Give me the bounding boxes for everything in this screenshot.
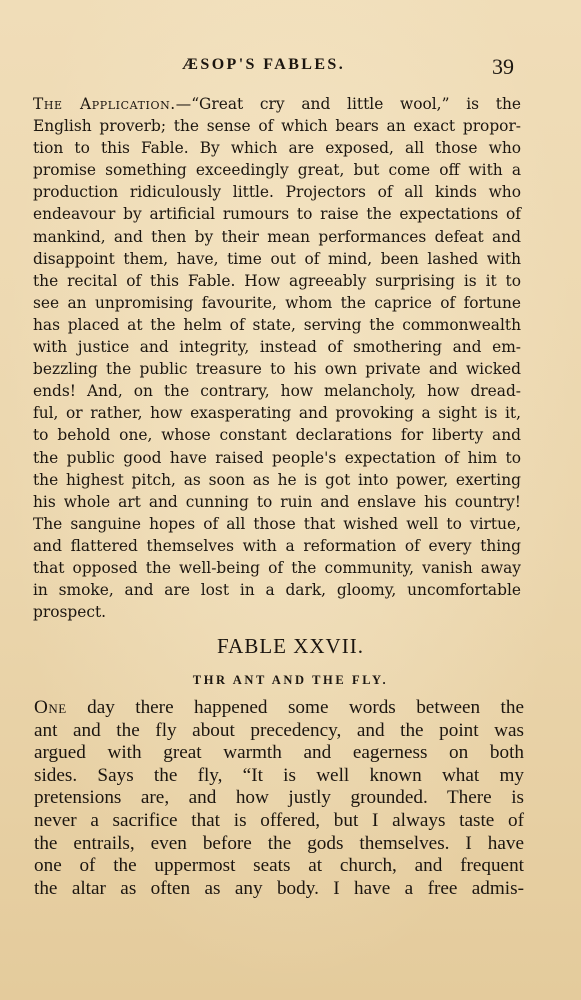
fable-line: one of the uppermost seats at church, and frequent [34, 855, 524, 877]
application-line: promise something exceedingly great, but come off with a [33, 161, 521, 180]
fable-line: One day there happened some words between the [34, 697, 524, 718]
fable-number-heading: FABLE XXVII. [217, 634, 364, 658]
application-line: to behold one, whose constant declarations for liberty and [33, 426, 521, 445]
application-line: ful, or rather, how exasperating and provoking a sight is it, [33, 404, 521, 423]
application-line: that opposed the well-being of the community, vanish away [33, 558, 521, 577]
application-line: the recital of this Fable. How agreeably surprising is it to [33, 271, 521, 290]
fable-line: argued with great warmth and eagerness on both [34, 742, 524, 764]
application-line: The Application.—“Great cry and little wool,” is the [33, 95, 521, 113]
fable-line: the entrails, even before the gods themselves. I have [34, 832, 524, 854]
application-line: production ridiculously little. Projectors of all kinds who [33, 183, 521, 202]
fable-line: ant and the fly about precedency, and the point was [34, 719, 524, 741]
application-line: with justice and integrity, instead of smothering and em- [33, 338, 521, 357]
application-line: prospect. [33, 603, 107, 622]
fable-text [34, 697, 524, 900]
fable-line: never a sacrifice that is offered, but I always taste of [34, 809, 524, 831]
application-line: tion to this Fable. By which are exposed, all those who [33, 139, 521, 158]
page-number: 39 [492, 54, 514, 79]
fable-title: THR ANT AND THE FLY. [192, 673, 389, 687]
application-line: and flattered themselves with a reformation of every thing [33, 536, 521, 555]
fable-line: pretensions are, and how justly grounded. There is [34, 787, 524, 809]
application-label: The Application. [33, 95, 176, 113]
application-paragraph [33, 93, 521, 623]
application-line: bezzling the public treasure to his own private and wicked [33, 360, 521, 379]
running-title: ÆSOP'S FABLES. [182, 56, 346, 73]
application-line: mankind, and then by their mean performances defeat and [33, 227, 521, 246]
application-line: in smoke, and are lost in a dark, gloomy, uncomfortable [33, 581, 521, 600]
application-line: see an unpromising favourite, whom the caprice of fortune [33, 293, 521, 312]
fable-line: sides. Says the fly, “It is well known what my [34, 764, 524, 786]
application-line: ends! And, on the contrary, how melancholy, how dread- [33, 382, 521, 401]
application-line: The sanguine hopes of all those that wished well to virtue, [33, 514, 521, 533]
application-line: the highest pitch, as soon as he is got into power, exerting [33, 470, 521, 489]
running-header [0, 54, 581, 84]
application-line: disappoint them, have, time out of mind, been lashed with [33, 249, 521, 268]
application-line: endeavour by artificial rumours to raise the expectations of [33, 205, 521, 224]
fable-opening-word: One [34, 697, 67, 718]
application-line: has placed at the helm of state, serving the commonwealth [33, 315, 521, 334]
fable-line: the altar as often as any body. I have a free admis- [34, 877, 524, 899]
application-line: his whole art and cunning to ruin and enslave his country! [33, 492, 521, 511]
application-line: the public good have raised people's expectation of him to [33, 448, 521, 467]
application-line: English proverb; the sense of which bears an exact propor- [33, 117, 521, 136]
